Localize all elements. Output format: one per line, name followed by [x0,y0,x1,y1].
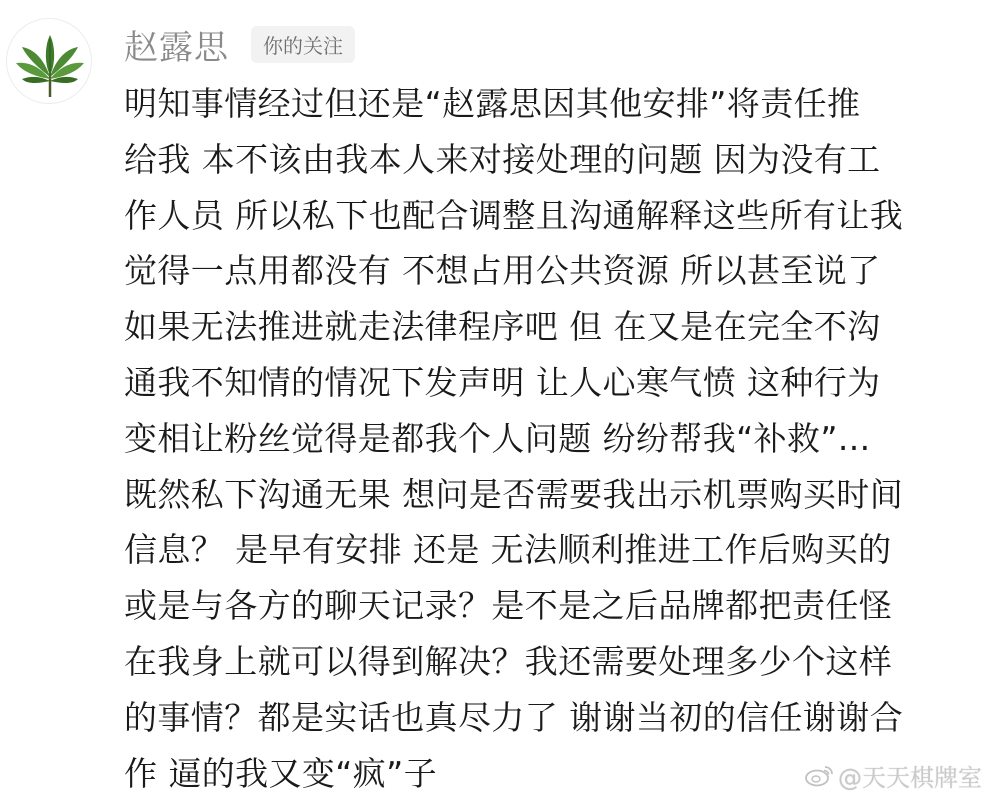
comment-line: 的事情？都是实话也真尽力了 谢谢当初的信任谢谢合 [124,697,904,737]
watermark-text: @天天棋牌室 [838,764,982,792]
comment-line: 作 逼的我又变“疯”子 [124,753,438,793]
comment-line: 明知事情经过但还是“赵露思因其他安排”将责任推 [124,84,861,123]
comment-line: 如果无法推进就走法律程序吧 但 在又是在完全不沟 [124,307,881,347]
avatar[interactable] [6,18,92,104]
comment-header [124,20,355,68]
comment-line: 给我 本不该由我本人来对接处理的问题 因为没有工 [124,139,881,179]
comment-line: 或是与各方的聊天记录？是不是之后品牌都把责任怪 [124,586,893,626]
comment-line: 作人员 所以私下也配合调整且沟通解释这些所有让我 [124,195,904,235]
follow-status-badge: 你的关注 [251,26,355,63]
leaf-plant-icon [7,19,92,104]
comment-line: 信息？ 是早有安排 还是 无法顺利推进工作后购买的 [124,530,892,570]
comment-body [124,76,964,801]
watermark [804,758,982,793]
comment-line: 通我不知情的情况下发声明 让人心寒气愤 这种行为 [124,362,881,402]
comment-line: 觉得一点用都没有 不想占用公共资源 所以甚至说了 [124,251,881,291]
weibo-logo-icon [804,764,834,788]
comment-line: 既然私下沟通无果 想问是否需要我出示机票购买时间 [124,474,904,514]
comment-line: 在我身上就可以得到解决？我还需要处理多少个这样 [124,641,893,681]
comment-line: 变相让粉丝觉得是都我个人问题 纷纷帮我“补救”... [124,418,871,458]
username[interactable]: 赵露思 [124,27,229,68]
